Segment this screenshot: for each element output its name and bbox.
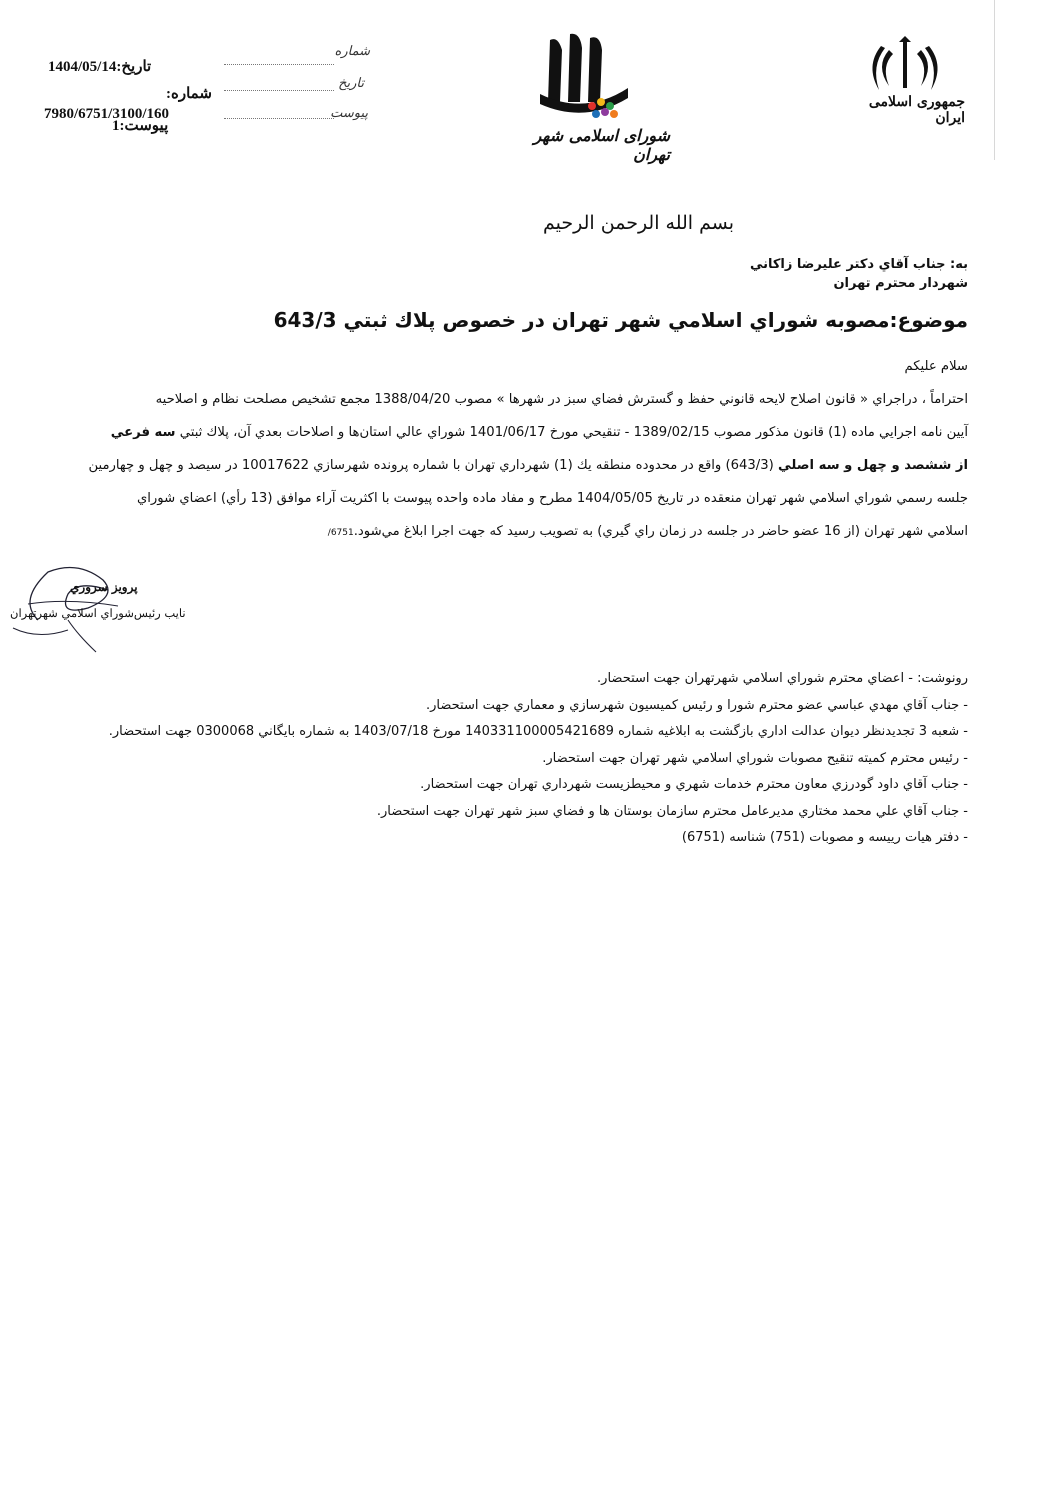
number-dotted-line (224, 64, 334, 65)
cc-line-1: رونوشت: - اعضاي محترم شوراي اسلامي شهرتهران جهت استحضار. (597, 671, 968, 686)
date-value: 1404/05/14:تاریخ (48, 59, 152, 75)
council-logo (500, 30, 670, 164)
council-logo-mark (500, 30, 670, 120)
body-line-2-text: آيين نامه اجرايي ماده (1) قانون مذكور مصوب 1389/02/15 - تنقيحي مورخ 1401/06/17 شوراي عالي استان‌ها و اصلاحات بعدي آن، پلاك ثبتي (175, 425, 968, 440)
date-dotted-line (224, 90, 334, 91)
body-line-3-bold: از ششصد و چهل و سه اصلي (778, 458, 968, 473)
council-logo-text: شورای اسلامی شهر تهران (533, 126, 670, 164)
body-line-2-bold: سه فرعي (110, 425, 176, 440)
cc-line-3: - شعبه 3 تجديدنظر ديوان عدالت اداري بازگشت به ابلاغيه شماره 140331100005421689 مورخ 1403/07/18 به شماره بايگاني 0300068 جهت استحضار. (108, 724, 968, 739)
bismillah: بسم الله الرحمن الرحيم (543, 212, 734, 234)
cc-line-4: - رئيس محترم كميته تنقيح مصوبات شوراي اسلامي شهر تهران جهت استحضار. (542, 750, 968, 766)
attachment-value: پیوست:1 (112, 118, 169, 134)
recipient-line-1: به: جناب آقاي دكتر عليرضا زاكاني (749, 257, 968, 272)
attachment-dotted-line (224, 118, 334, 119)
number-printed-label: شماره (334, 44, 370, 59)
signature-block (8, 560, 208, 660)
number-value: 7980/6751/3100/160 (44, 106, 170, 122)
body-line-4: جلسه رسمي شوراي اسلامي شهر تهران منعقده در تاريخ 1404/05/05 مطرح و مفاد ماده واحده پيوست با اكثريت آراء موافق (13 رأي) اعضاي شوراي (136, 491, 968, 506)
subject: موضوع:مصوبه شوراي اسلامي شهر تهران در خصوص پلاك ثبتي 643/3 (273, 308, 968, 332)
number-label: شماره: (166, 86, 212, 102)
iran-emblem-icon (845, 36, 965, 96)
body-line-5-text: اسلامي شهر تهران (از 16 عضو حاضر در جلسه در زمان راي گيري) به تصويب رسيد كه جهت اجرا ابلاغ مي‌شود. (353, 524, 968, 539)
body-paragraph (38, 383, 968, 550)
emblem-caption: جمهوری اسلامی ایران (868, 94, 965, 126)
signatory-name: پرويز سروري (70, 580, 138, 594)
body-line-5 (38, 515, 968, 550)
meta-block (40, 44, 370, 134)
signatory-title: نايب رئيس‌شوراي اسلامي شهرتهران (10, 606, 186, 620)
attachment-printed-label: پیوست (330, 106, 368, 121)
cc-line-2: - جناب آقاي مهدي عباسي عضو محترم شورا و رئيس كميسيون شهرسازي و معماري جهت استحضار. (425, 697, 968, 713)
greeting: سلام عليكم (904, 359, 968, 374)
date-printed-label: تاریخ (338, 76, 364, 91)
cc-list (28, 666, 968, 852)
cc-line-5: - جناب آقاي داود گودرزي معاون محترم خدمات شهري و محيطزيست شهرداري تهران جهت استحضار. (420, 777, 968, 792)
body-line-2 (38, 416, 968, 449)
recipient-line-2: شهردار محترم تهران (833, 276, 968, 291)
cc-line-7: - دفتر هيات رييسه و مصوبات (751) شناسه (6751) (681, 830, 968, 845)
body-line-1: احتراماً ، دراجراي « قانون اصلاح لايحه قانوني حفظ و گسترش فضاي سبز در شهرها » مصوب 1388/04/20 مجمع تشخيص مصلحت نظام و اصلاحيه (155, 392, 968, 407)
body-line-3 (38, 449, 968, 482)
iran-emblem (845, 36, 965, 126)
margin-line (994, 0, 995, 160)
cc-line-6: - جناب آقاي علي محمد مختاري مديرعامل محترم سازمان بوستان ها و فضاي سبز شهر تهران جهت استحضار. (376, 803, 968, 819)
body-line-3-text: (643/3) واقع در محدوده منطقه يك (1) شهرداري تهران با شماره پرونده شهرسازي 10017622 در سيصد و چهل و چهارمين (88, 458, 778, 473)
body-ref: 6751/ (327, 528, 354, 538)
